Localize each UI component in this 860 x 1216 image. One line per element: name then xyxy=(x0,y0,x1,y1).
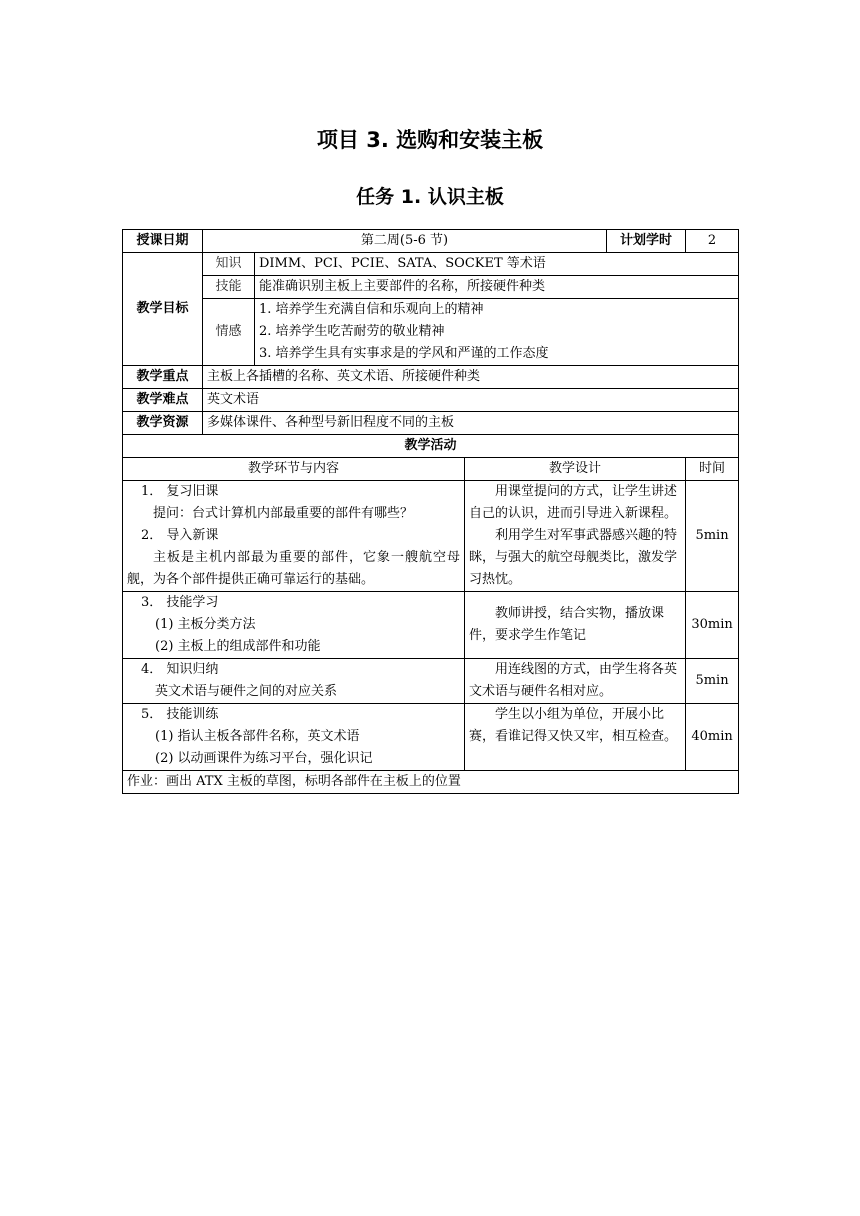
focus-row xyxy=(123,366,739,389)
lesson-plan-table xyxy=(122,229,739,794)
skill-value: 能准确识别主板上主要部件的名称，所接硬件种类 xyxy=(255,276,739,299)
emotion-item: 3. 培养学生具有实事求是的学风和严谨的工作态度 xyxy=(259,346,549,361)
activity-heading: 1． 复习旧课 xyxy=(141,484,219,499)
activity-design xyxy=(465,659,686,704)
difficulty-label: 教学难点 xyxy=(123,389,203,412)
skill-label: 技能 xyxy=(203,276,255,299)
knowledge-label: 知识 xyxy=(203,253,255,276)
activity-time: 40min xyxy=(686,704,739,771)
knowledge-value: DIMM、PCI、PCIE、SATA、SOCKET 等术语 xyxy=(255,253,739,276)
objectives-label: 教学目标 xyxy=(123,253,203,366)
homework-row xyxy=(123,771,739,794)
activity-row xyxy=(123,659,739,704)
design-text: 教师讲授，结合实物，播放课件，要求学生作笔记 xyxy=(469,606,665,643)
task-title: 任务 1. 认识主板 xyxy=(356,186,504,208)
difficulty-value: 英文术语 xyxy=(203,389,739,412)
activity-text: 英文术语与硬件之间的对应关系 xyxy=(155,684,338,699)
activity-text: (1) 指认主板各部件名称，英文术语 xyxy=(155,729,360,744)
focus-value: 主板上各插槽的名称、英文术语、所接硬件种类 xyxy=(203,366,739,389)
activity-heading: 5． 技能训练 xyxy=(141,707,219,722)
activities-header-row xyxy=(123,458,739,481)
activity-content xyxy=(123,481,465,592)
col-design-header: 教学设计 xyxy=(465,458,686,481)
activity-content xyxy=(123,659,465,704)
focus-label: 教学重点 xyxy=(123,366,203,389)
activity-text: (2) 以动画课件为练习平台，强化识记 xyxy=(155,751,373,766)
design-text: 用连线图的方式，由学生将各英文术语与硬件名相对应。 xyxy=(469,662,678,699)
activity-time: 5min xyxy=(686,481,739,592)
activity-heading: 3． 技能学习 xyxy=(141,595,219,610)
project-title: 项目 3. 选购和安装主板 xyxy=(316,128,544,152)
activities-heading-row xyxy=(123,435,739,458)
activity-text: (1) 主板分类方法 xyxy=(155,617,256,632)
activity-design xyxy=(465,704,686,771)
design-text: 学生以小组为单位，开展小比赛，看谁记得又快又牢，相互检查。 xyxy=(469,707,678,744)
activity-text: 主板是主机内部最为重要的部件，它象一艘航空母舰，为各个部件提供正确可靠运行的基础。 xyxy=(127,550,460,587)
activity-heading: 4． 知识归纳 xyxy=(141,662,219,677)
emotion-label: 情感 xyxy=(203,299,255,366)
resources-value: 多媒体课件、各种型号新旧程度不同的主板 xyxy=(203,412,739,435)
design-text: 用课堂提问的方式，让学生讲述自己的认识，进而引导进入新课程。 xyxy=(469,484,678,521)
activity-row xyxy=(123,481,739,592)
activity-text: 提问：台式计算机内部最重要的部件有哪些？ xyxy=(153,506,414,521)
date-label: 授课日期 xyxy=(123,230,203,253)
difficulty-row xyxy=(123,389,739,412)
activity-row xyxy=(123,704,739,771)
emotion-row xyxy=(123,299,739,366)
activity-content xyxy=(123,592,465,659)
hours-label: 计划学时 xyxy=(607,230,686,253)
emotion-list xyxy=(255,299,739,366)
date-value: 第二周(5-6 节) xyxy=(203,230,607,253)
resources-row xyxy=(123,412,739,435)
activity-text: (2) 主板上的组成部件和功能 xyxy=(155,639,321,654)
resources-label: 教学资源 xyxy=(123,412,203,435)
emotion-item: 1. 培养学生充满自信和乐观向上的精神 xyxy=(259,302,484,317)
activity-time: 5min xyxy=(686,659,739,704)
col-time-header: 时间 xyxy=(686,458,739,481)
date-row xyxy=(123,230,739,253)
hours-value: 2 xyxy=(686,230,739,253)
design-text: 利用学生对军事武器感兴趣的特眯，与强大的航空母舰类比，激发学习热忱。 xyxy=(469,528,678,587)
activities-label: 教学活动 xyxy=(123,435,739,458)
emotion-item: 2. 培养学生吃苦耐劳的敬业精神 xyxy=(259,324,445,339)
skill-row xyxy=(123,276,739,299)
activity-time: 30min xyxy=(686,592,739,659)
activity-heading: 2． 导入新课 xyxy=(141,528,219,543)
homework-text: 作业：画出 ATX 主板的草图，标明各部件在主板上的位置 xyxy=(123,771,739,794)
col-content-header: 教学环节与内容 xyxy=(123,458,465,481)
activity-design xyxy=(465,481,686,592)
activity-row xyxy=(123,592,739,659)
objectives-row xyxy=(123,253,739,276)
activity-content xyxy=(123,704,465,771)
activity-design xyxy=(465,592,686,659)
